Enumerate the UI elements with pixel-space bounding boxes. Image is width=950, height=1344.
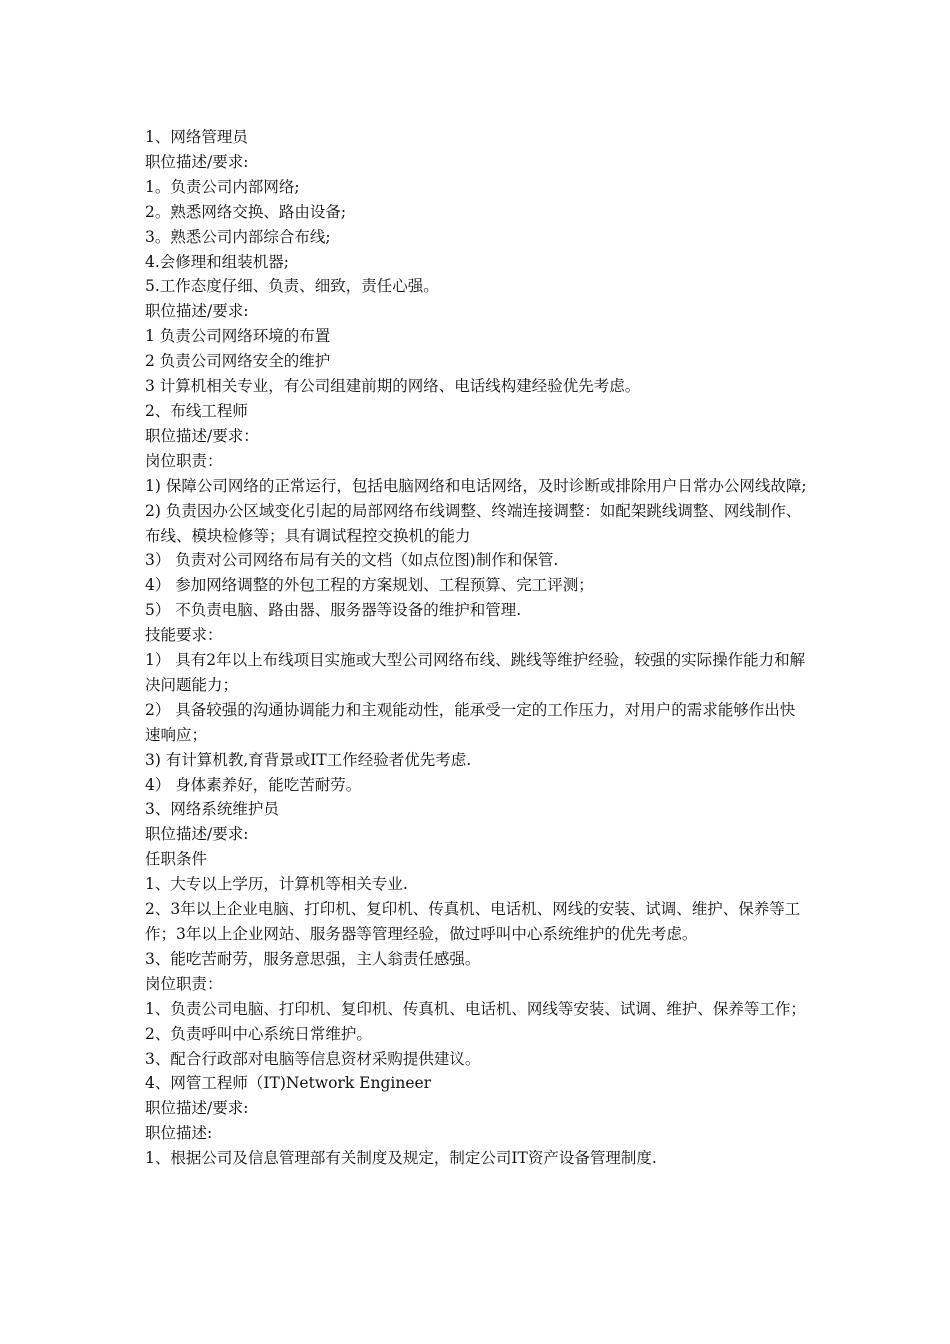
text-line: 1、根据公司及信息管理部有关制度及规定，制定公司IT资产设备管理制度. [145,1149,657,1168]
text-line: 职位描述/要求: [145,302,249,321]
text-line: 5.工作态度仔细、负责、细致，责任心强。 [145,277,439,296]
text-line: 3、能吃苦耐劳，服务意思强，主人翁责任感强。 [145,949,481,968]
text-line: 1) 保障公司网络的正常运行，包括电脑网络和电话网络，及时诊断或排除用户日常办公网线故障; [145,476,807,495]
section-heading-network-engineer: 4、网管工程师（IT)Network Engineer [145,1074,432,1093]
text-line: 1、大专以上学历，计算机等相关专业. [145,875,408,894]
text-line: 3 计算机相关专业，有公司组建前期的网络、电话线构建经验优先考虑。 [145,377,641,396]
text-line: 职位描述/要求: [145,825,249,844]
text-line: 3、配合行政部对电脑等信息资材采购提供建议。 [145,1049,481,1068]
text-line: 1。负责公司内部网络; [145,177,300,196]
text-line: 岗位职责： [145,974,223,993]
text-line: 3） 负责对公司网络布局有关的文档（如点位图)制作和保管. [145,551,559,570]
text-line: 2 负责公司网络安全的维护 [145,352,331,371]
text-line: 职位描述: [145,1124,213,1143]
text-line: 4.会修理和组装机器; [145,252,290,271]
text-line: 1、负责公司电脑、打印机、复印机、传真机、电话机、网线等安装、试调、维护、保养等工作； [145,999,806,1018]
text-line: 4） 参加网络调整的外包工程的方案规划、工程预算、完工评测； [145,576,594,595]
section-heading-network-maintainer: 3、网络系统维护员 [145,800,279,819]
text-line: 职位描述/要求： [145,426,259,445]
text-line: 2) 负责因办公区域变化引起的局部网络布线调整、终端连接调整：如配架跳线调整、网线制作、布线、模块检修等；具有调试程控交换机的能力 [145,501,802,545]
text-line: 2、3年以上企业电脑、打印机、复印机、传真机、电话机、网线的安装、试调、维护、保养等工作；3年以上企业网站、服务器等管理经验，做过呼叫中心系统维护的优先考虑。 [145,900,801,943]
text-line: 岗位职责： [145,451,223,470]
text-line: 2。熟悉网络交换、路由设备; [145,202,347,221]
text-line: 2、负责呼叫中心系统日常维护。 [145,1024,372,1043]
text-line: 5） 不负责电脑、路由器、服务器等设备的维护和管理. [145,601,522,620]
text-line: 4） 身体素养好，能吃苦耐劳。 [145,775,362,794]
text-line: 职位描述/要求: [145,152,249,171]
section-heading-cabling-engineer: 2、布线工程师 [145,401,248,420]
section-heading-network-admin: 1、网络管理员 [145,128,248,146]
text-line: 3。熟悉公司内部综合布线; [145,227,331,246]
text-line: 3) 有计算机教,育背景或IT工作经验者优先考虑. [145,750,472,769]
text-line: 1） 具有2年以上布线项目实施或大型公司网络布线、跳线等维护经验，较强的实际操作能力和解决问题能力； [145,651,806,694]
text-line: 任职条件 [145,850,208,869]
text-line: 技能要求： [145,626,223,645]
text-line: 职位描述/要求: [145,1099,249,1118]
document-body [145,125,810,1171]
text-line: 1 负责公司网络环境的布置 [145,327,331,346]
text-line: 2） 具备较强的沟通协调能力和主观能动性，能承受一定的工作压力，对用户的需求能够作出快速响应； [145,700,796,744]
